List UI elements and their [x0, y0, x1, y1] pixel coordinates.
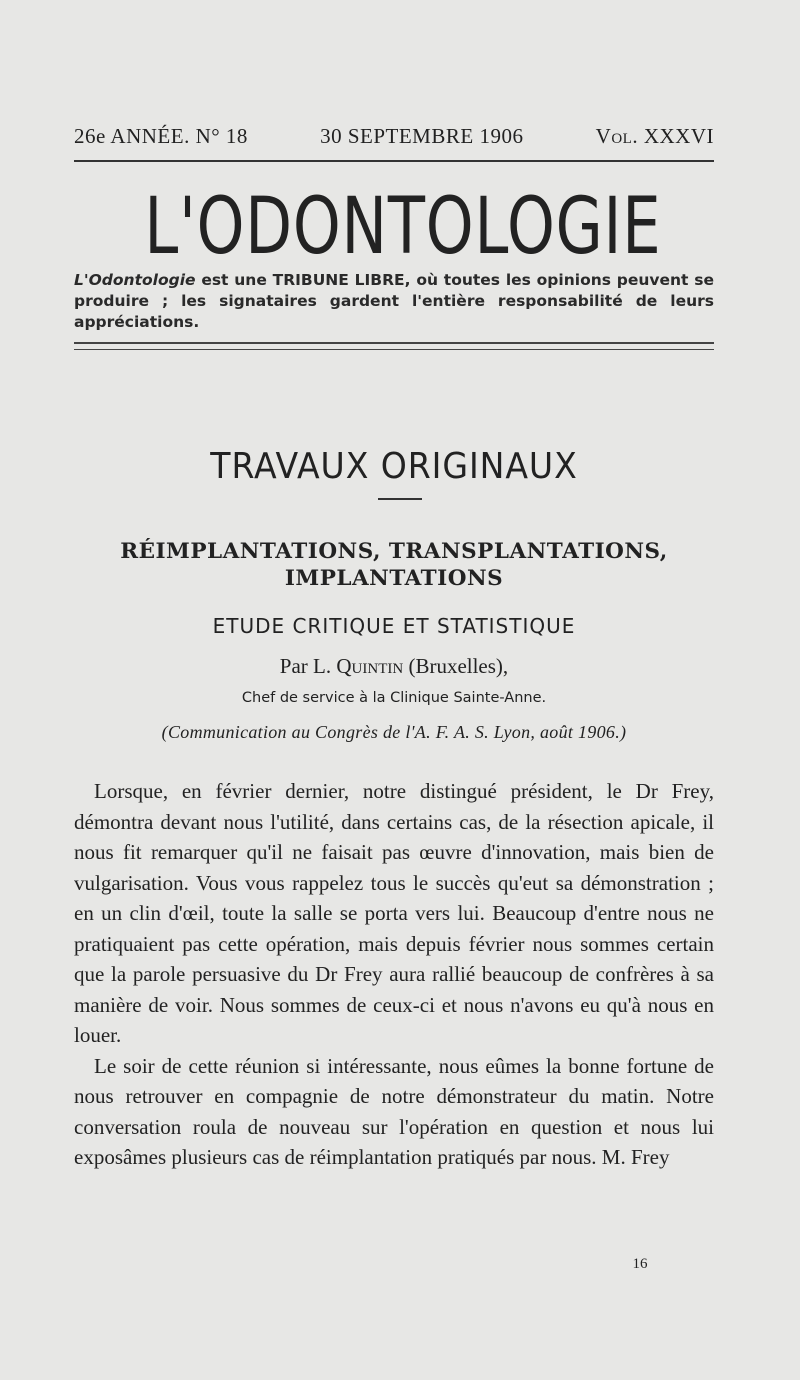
issue-date: 30 SEPTEMBRE 1906 — [320, 124, 524, 148]
author-prefix: Par L. — [279, 654, 337, 678]
issue-number: 26e ANNÉE. N° 18 — [74, 124, 248, 148]
section-title: TRAVAUX ORIGINAUX — [210, 446, 578, 487]
body-paragraph-1: Lorsque, en février dernier, notre distingué président, le Dr Frey, démontra devant nous l'utilité, dans certains cas, de la résection apicale, il nous fit remarquer qu'il ne faisait pas œuvre d'innovation, mais bien de vulgarisation. Vous vous rappelez tous le succès qu'eut sa démonstration ; en un clin d'œil, toute la salle se porta vers lui. Beaucoup d'entre nous ne pratiquaient pas cette opération, mais depuis février nous sommes certain que la parole persuasive du Dr Frey aura rallié beaucoup de confrères à sa manière de voir. Nous sommes de ceux-ci et nous n'avons eu qu'à nous en louer. — [74, 779, 714, 1047]
notice-journal-name: L'Odontologie — [74, 271, 196, 289]
notice-text: est une TRIBUNE LIBRE, où toutes les opinions peuvent se produire ; les signataires gardent l'entière responsabilité de leurs appréciations. — [74, 271, 714, 331]
page-folio: 16 — [632, 1256, 648, 1272]
author-name: Quintin — [336, 654, 404, 678]
editorial-notice — [74, 270, 714, 333]
author-affiliation: Chef de service à la Clinique Sainte-Anne. — [241, 690, 547, 706]
article-subtitle: ETUDE CRITIQUE ET STATISTIQUE — [212, 614, 576, 638]
article-title-line-2: IMPLANTATIONS — [284, 566, 504, 591]
volume-number: Vol. XXXVI — [595, 124, 714, 148]
article-title — [74, 538, 714, 592]
running-header — [74, 124, 714, 149]
journal-title: L'ODONTOLOGIE — [144, 182, 662, 272]
author-line — [74, 654, 714, 679]
double-rule-divider — [74, 342, 714, 350]
body-paragraph-2: Le soir de cette réunion si intéressante, nous eûmes la bonne fortune de nous retrouver en compagnie de notre démonstrateur du matin. Notre conversation roula de nouveau sur l'opération en question et nous lui exposâmes plusieurs cas de réimplantation pratiqués par nous. M. Frey — [74, 1053, 714, 1169]
article-title-line-1: RÉIMPLANTATIONS, TRANSPLANTATIONS, — [120, 539, 668, 564]
section-rule — [378, 498, 422, 500]
article-body — [74, 776, 714, 1173]
author-city: (Bruxelles), — [403, 654, 509, 678]
communication-note: (Communication au Congrès de l'A. F. A. S. Lyon, août 1906.) — [161, 722, 627, 742]
header-rule — [74, 160, 714, 162]
